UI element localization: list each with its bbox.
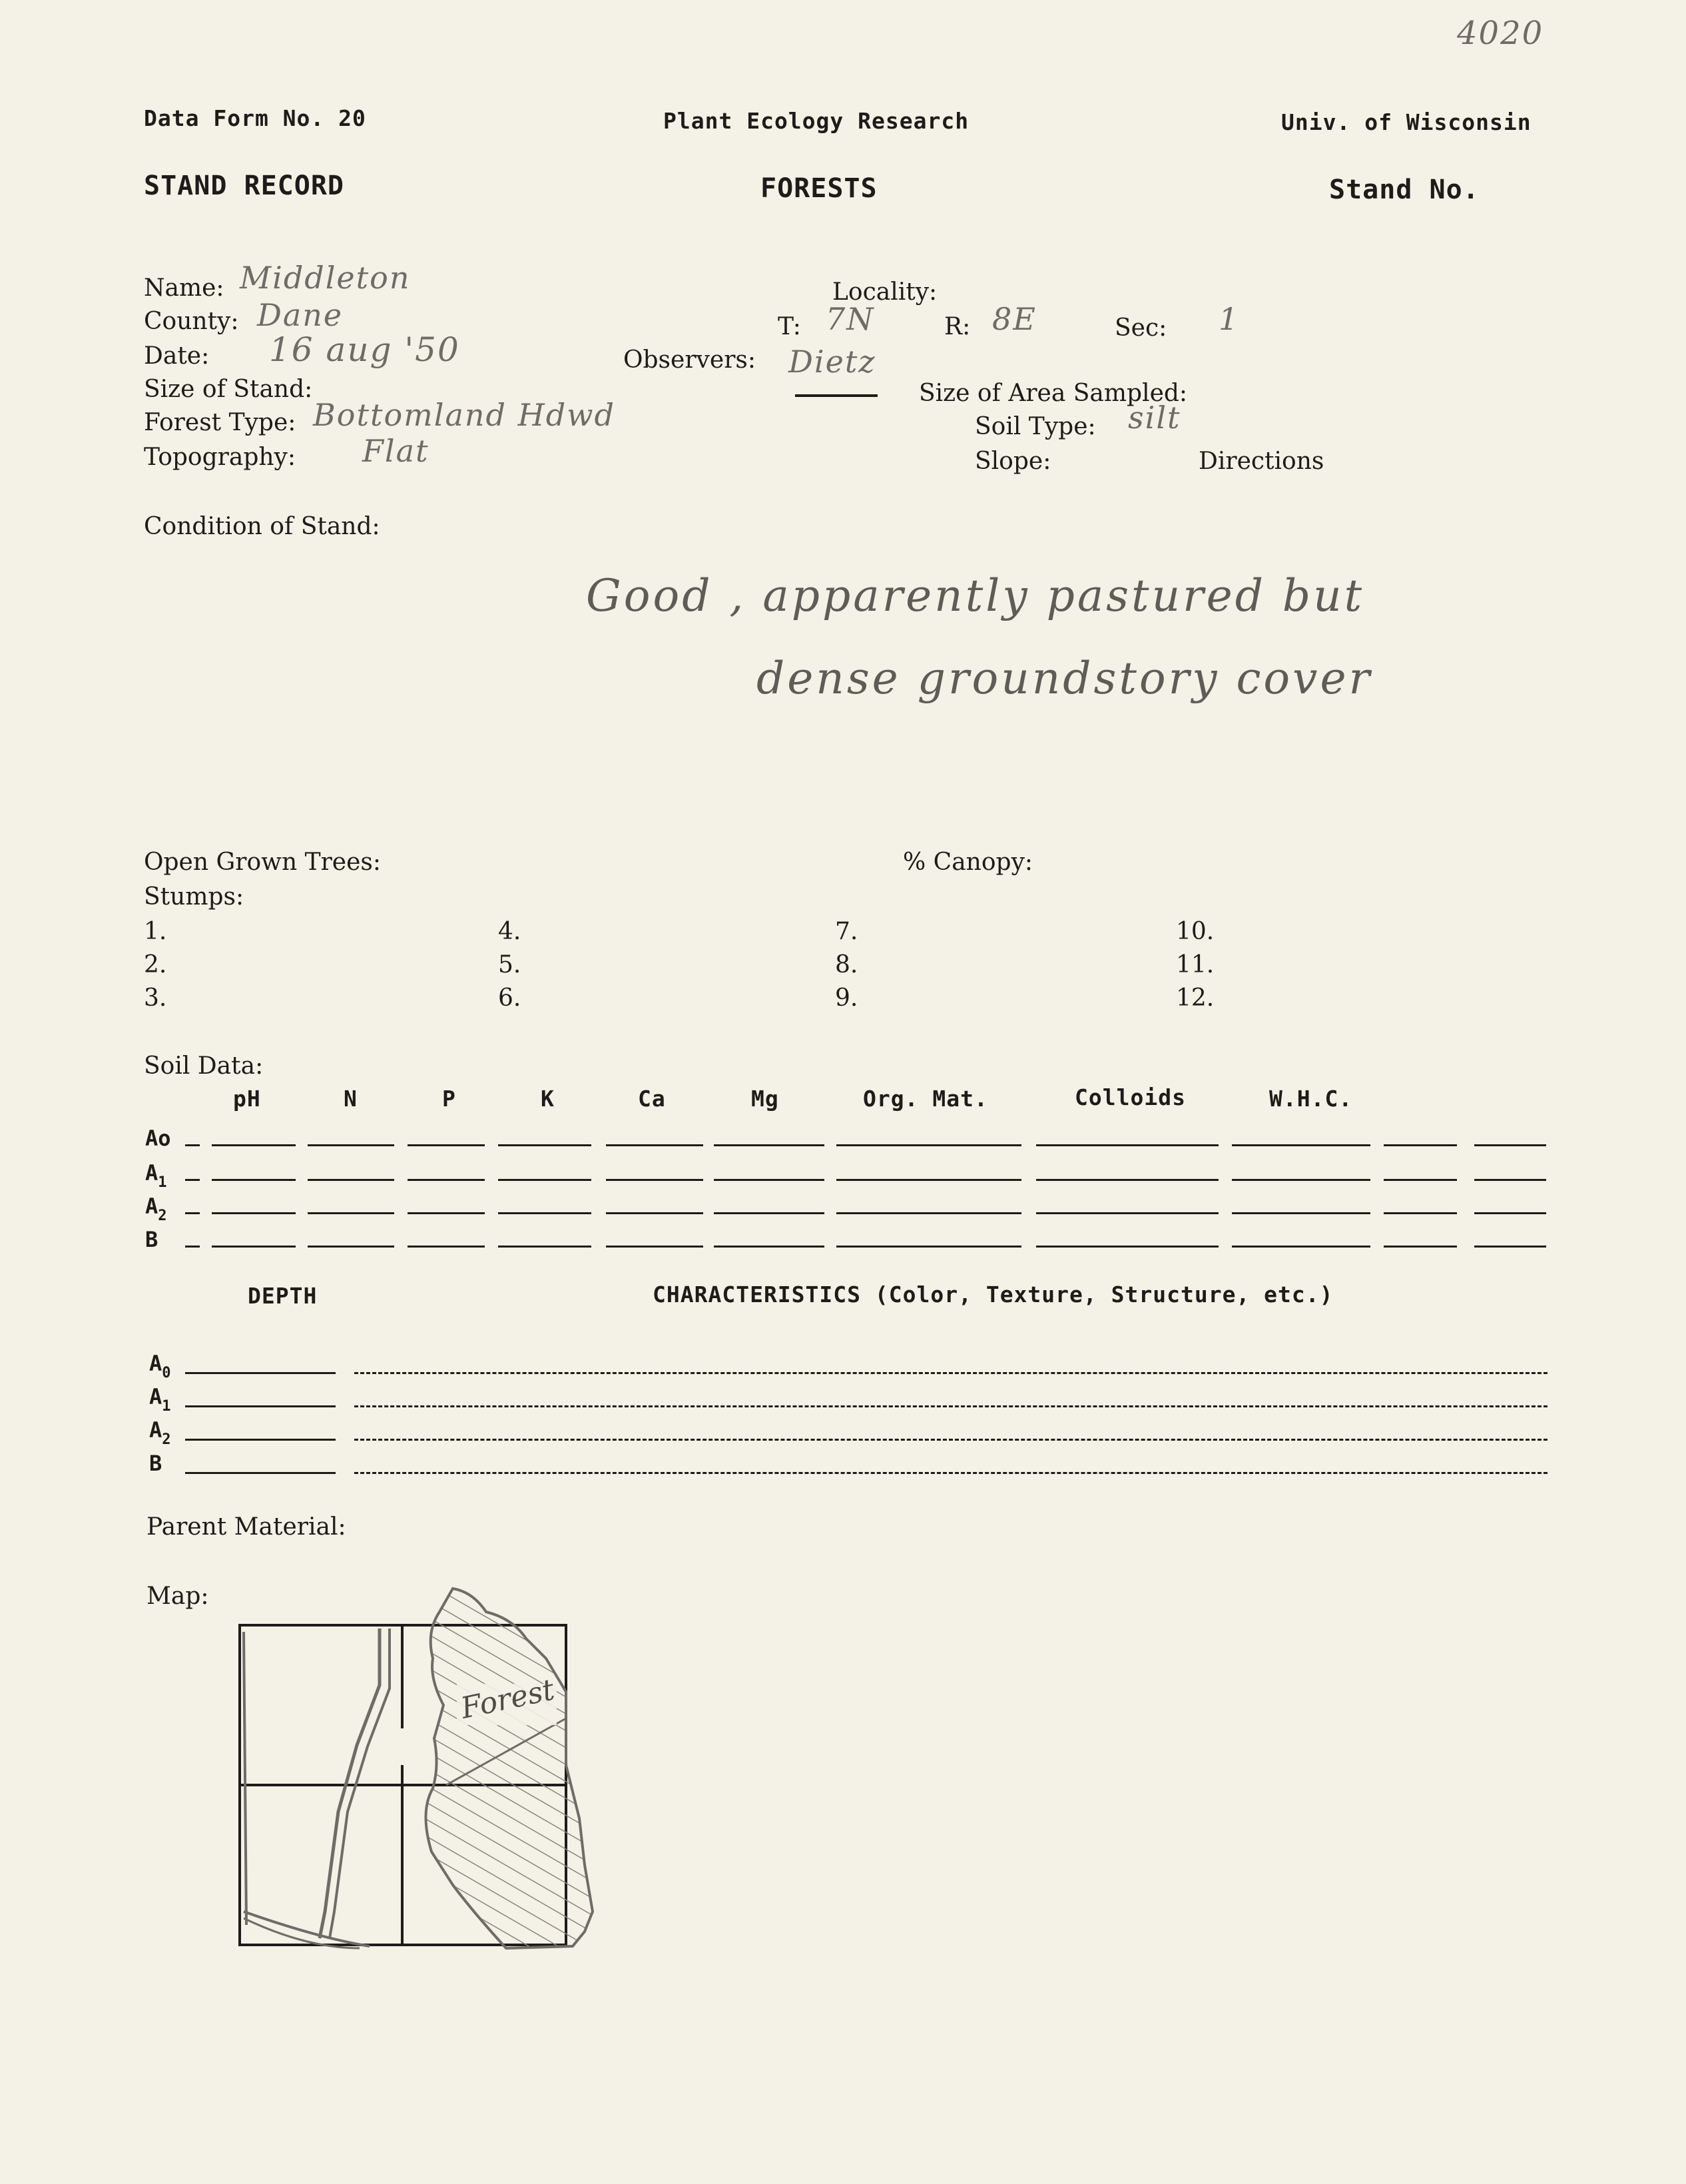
soil-value-blank: [606, 1246, 703, 1248]
stump-number: 12.: [1176, 984, 1215, 1012]
range-value: 8E: [992, 301, 1037, 337]
soil-row-lead: [185, 1144, 200, 1146]
soil-value-blank: [1474, 1212, 1546, 1214]
soil-value-blank: [498, 1212, 591, 1214]
condition-label: Condition of Stand:: [144, 513, 380, 540]
condition-line-1: Good , apparently pastured but: [586, 570, 1365, 621]
name-label: Name:: [144, 274, 224, 302]
soil-value-blank: [408, 1246, 485, 1248]
soil-value-blank: [714, 1144, 824, 1146]
soil-value-blank: [1232, 1212, 1370, 1214]
parent-material-label: Parent Material:: [146, 1513, 346, 1541]
soil-value-blank: [1474, 1144, 1546, 1146]
soil-value-blank: [498, 1179, 591, 1181]
topography-label: Topography:: [144, 444, 296, 471]
name-value: Middleton: [240, 260, 411, 296]
soil-value-blank: [1384, 1212, 1457, 1214]
soil-column-header: Org. Mat.: [863, 1086, 988, 1112]
county-label: County:: [144, 308, 239, 335]
stump-number: 7.: [835, 918, 858, 945]
locality-label: Locality:: [832, 278, 938, 306]
soil-value-blank: [408, 1179, 485, 1181]
soil-column-header: P: [442, 1086, 456, 1112]
soil-value-blank: [1232, 1246, 1370, 1248]
soil-row-lead: [185, 1246, 200, 1248]
soil-value-blank: [212, 1212, 296, 1214]
range-label: R:: [944, 313, 971, 340]
soil-value-blank: [212, 1144, 296, 1146]
condition-line-2: dense groundstory cover: [756, 653, 1373, 704]
soil-row-label: Ao: [145, 1126, 171, 1151]
stump-number: 8.: [835, 951, 858, 978]
archive-number: 4020: [1457, 15, 1544, 52]
depth-value-blank: [185, 1405, 336, 1407]
canopy-label: % Canopy:: [903, 849, 1033, 876]
soil-value-blank: [1474, 1246, 1546, 1248]
soil-column-header: pH: [233, 1086, 261, 1112]
township-value: 7N: [826, 301, 875, 337]
stump-number: 4.: [498, 918, 521, 945]
date-label: Date:: [144, 342, 210, 370]
stump-number: 11.: [1176, 951, 1215, 978]
slope-label: Slope:: [975, 448, 1051, 475]
soil-value-blank: [1384, 1144, 1457, 1146]
soil-column-header: Colloids: [1075, 1084, 1186, 1110]
soil-value-blank: [714, 1212, 824, 1214]
depth-row-label: $A_0$: [149, 1351, 171, 1381]
soil-value-blank: [1232, 1144, 1370, 1146]
soil-value-blank: [1384, 1246, 1457, 1248]
soil-value-blank: [308, 1246, 394, 1248]
category-title: FORESTS: [760, 173, 878, 204]
soil-column-header: Mg: [751, 1086, 779, 1112]
county-value: Dane: [257, 297, 344, 333]
soil-value-blank: [498, 1246, 591, 1248]
characteristics-blank: [354, 1372, 1547, 1374]
open-grown-trees-label: Open Grown Trees:: [144, 849, 382, 876]
stump-number: 1.: [144, 918, 167, 945]
stump-number: 6.: [498, 984, 521, 1012]
soil-value-blank: [714, 1179, 824, 1181]
soil-value-blank: [836, 1144, 1021, 1146]
characteristics-blank: [354, 1439, 1547, 1441]
soil-value-blank: [1036, 1144, 1219, 1146]
soil-value-blank: [408, 1144, 485, 1146]
soil-value-blank: [1036, 1179, 1219, 1181]
section-value: 1: [1219, 301, 1240, 337]
soil-value-blank: [1036, 1212, 1219, 1214]
record-title: STAND RECORD: [144, 171, 344, 201]
stump-number: 5.: [498, 951, 521, 978]
depth-value-blank: [185, 1372, 336, 1374]
depth-row-label: B: [149, 1451, 162, 1476]
section-label: Sec:: [1115, 314, 1167, 342]
soil-row-lead: [185, 1212, 200, 1214]
soil-column-header: N: [344, 1086, 358, 1112]
area-sampled-label: Size of Area Sampled:: [919, 380, 1188, 407]
soil-value-blank: [308, 1212, 394, 1214]
soil-value-blank: [308, 1144, 394, 1146]
map-label: Map:: [146, 1583, 209, 1610]
form-number: Data Form No. 20: [144, 105, 366, 131]
soil-value-blank: [836, 1212, 1021, 1214]
soil-value-blank: [212, 1179, 296, 1181]
soil-value-blank: [1474, 1179, 1546, 1181]
soil-value-blank: [606, 1179, 703, 1181]
soil-value-blank: [1232, 1179, 1370, 1181]
soil-row-label: $A_1$: [145, 1160, 167, 1191]
date-value: 16 aug '50: [269, 330, 460, 369]
stump-number: 10.: [1176, 918, 1215, 945]
size-of-stand-label: Size of Stand:: [144, 376, 313, 403]
soil-value-blank: [836, 1246, 1021, 1248]
soil-value-blank: [606, 1144, 703, 1146]
soil-type-value: silt: [1128, 400, 1181, 436]
forest-area: [425, 1589, 593, 1948]
depth-value-blank: [185, 1472, 336, 1474]
depth-value-blank: [185, 1439, 336, 1441]
characteristics-header: CHARACTERISTICS (Color, Texture, Structure, etc.): [653, 1281, 1334, 1307]
university: Univ. of Wisconsin: [1281, 109, 1532, 135]
township-label: T:: [778, 313, 801, 340]
soil-value-blank: [408, 1212, 485, 1214]
directions-label: Directions: [1199, 448, 1324, 475]
stump-number: 3.: [144, 984, 167, 1012]
soil-row-label: B: [145, 1227, 158, 1252]
stand-number-label: Stand No.: [1329, 175, 1480, 205]
soil-type-label: Soil Type:: [975, 413, 1096, 440]
depth-header: DEPTH: [248, 1283, 318, 1309]
soil-row-lead: [185, 1179, 200, 1181]
forest-type-value: Bottomland Hdwd: [313, 397, 615, 433]
soil-column-header: K: [541, 1086, 555, 1112]
forest-type-label: Forest Type:: [144, 409, 296, 436]
stumps-label: Stumps:: [144, 883, 244, 910]
soil-value-blank: [1384, 1179, 1457, 1181]
topography-value: Flat: [362, 433, 429, 469]
observers-label: Observers:: [623, 346, 756, 374]
forest-map-label: Forest: [457, 1672, 558, 1726]
soil-row-label: $A_2$: [145, 1194, 167, 1224]
soil-data-label: Soil Data:: [144, 1052, 264, 1080]
soil-value-blank: [836, 1179, 1021, 1181]
soil-value-blank: [212, 1246, 296, 1248]
stump-number: 2.: [144, 951, 167, 978]
soil-column-header: Ca: [638, 1086, 666, 1112]
observers-value: Dietz: [788, 344, 876, 380]
soil-value-blank: [498, 1144, 591, 1146]
soil-value-blank: [308, 1179, 394, 1181]
depth-row-label: $A_1$: [149, 1384, 171, 1415]
characteristics-blank: [354, 1405, 1547, 1407]
observers-underline: [795, 394, 878, 397]
soil-value-blank: [1036, 1246, 1219, 1248]
depth-row-label: $A_2$: [149, 1417, 171, 1448]
characteristics-blank: [354, 1472, 1547, 1474]
soil-column-header: W.H.C.: [1269, 1086, 1353, 1112]
organization: Plant Ecology Research: [663, 108, 970, 134]
stand-map-sketch: [220, 1565, 633, 1965]
soil-value-blank: [714, 1246, 824, 1248]
stump-number: 9.: [835, 984, 858, 1012]
soil-value-blank: [606, 1212, 703, 1214]
